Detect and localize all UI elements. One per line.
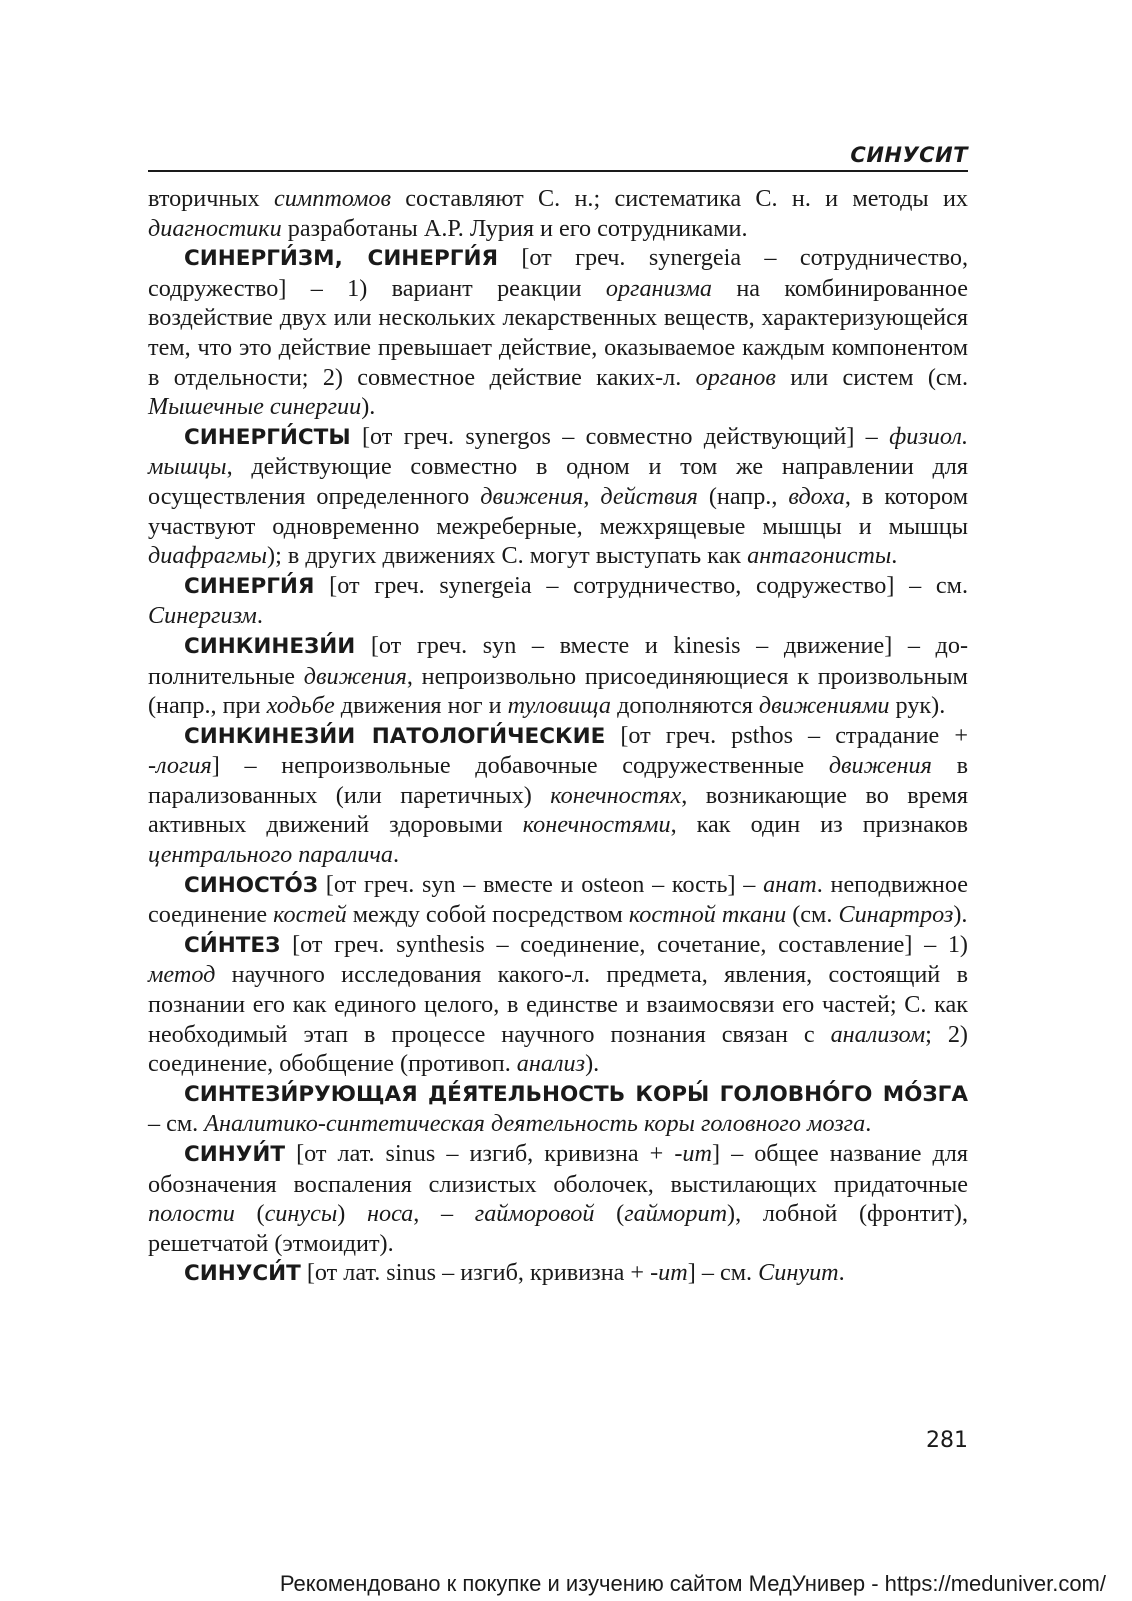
entry-text: . xyxy=(838,1259,845,1287)
entry-text: в парализованных (или паретичных) xyxy=(148,752,968,809)
entry-text: между собой посредством xyxy=(346,901,629,929)
entry-text: или систем (см. xyxy=(775,363,968,391)
footer-watermark: Рекомендовано к покупке и изучению сайтом МедУнивер - https://meduniver.com/ xyxy=(279,1571,1106,1596)
dictionary-entry xyxy=(148,870,968,930)
italic-term: Синартроз xyxy=(838,901,954,929)
entry-text: ( xyxy=(594,1200,625,1228)
italic-term: антагонисты xyxy=(747,542,892,570)
dictionary-entry xyxy=(148,243,968,422)
entry-text: вторичных xyxy=(148,185,274,212)
entry-text: ] – непроизвольные добавочные содружественные xyxy=(211,752,829,780)
entry-headword: СИНКИНЕЗИ́И xyxy=(184,633,356,659)
entry-text: разработаны А.Р. Лурия и его сотрудниками. xyxy=(281,214,748,242)
entry-text: научного исследования какого-л. предмета, явления, состоящий в познании его как единого целого, в единстве и взаимосвязи его частей; С. как необходимый этап в процессе научного познания связан с xyxy=(148,961,968,1048)
italic-term: анат xyxy=(763,870,817,898)
entry-headword: СИНТЕЗИ́РУЮЩАЯ ДЕ́ЯТЕЛЬНОСТЬ КОРЫ́ ГОЛОВНО́ГО МО́ЗГА xyxy=(184,1081,968,1107)
entry-text: , xyxy=(583,482,601,510)
italic-term: симптомов xyxy=(273,185,391,212)
entry-text: ), лобной (фронтит), решетчатой (этмоидит). xyxy=(148,1200,968,1257)
entry-text: . xyxy=(891,542,898,570)
italic-term: анализ xyxy=(516,1050,586,1078)
entry-headword: СИНКИНЕЗИ́И ПАТОЛОГИ́ЧЕСКИЕ xyxy=(184,723,606,749)
entry-text: ) xyxy=(337,1200,367,1228)
italic-term: диафрагмы xyxy=(148,542,268,570)
entry-text: . xyxy=(392,841,400,869)
italic-term: -логия xyxy=(148,752,212,780)
entry-text: рук). xyxy=(889,692,946,720)
entry-text: , непроизвольно присоединяющиеся к произвольным (напр., при xyxy=(148,662,968,720)
entry-text: ; 2) соединение, обобщение (противоп. xyxy=(148,1020,968,1078)
entry-text: [от лат. sinus – изгиб, кривизна + xyxy=(300,1259,651,1287)
entry-text: ); в других движениях С. могут выступать как xyxy=(267,542,748,570)
entry-text: [от греч. synergeia – сотрудничество, содружество] – см. xyxy=(314,571,968,599)
dictionary-entry xyxy=(148,1139,968,1258)
entry-text: ). xyxy=(953,901,968,929)
dictionary-entry xyxy=(148,1079,968,1139)
italic-term: движения xyxy=(303,662,407,690)
entry-headword: СИНЕРГИ́СТЫ xyxy=(184,424,351,450)
italic-term: -ит xyxy=(650,1259,688,1287)
entry-text: (напр., xyxy=(697,482,789,510)
page-number: 281 xyxy=(926,1428,968,1453)
entry-text: [от греч. syn – вместе и kinesis – движение] – дополнительные xyxy=(148,631,968,690)
italic-term: Синергизм xyxy=(148,602,257,630)
entry-headword: СИНЕРГИ́ЗМ, СИНЕРГИ́Я xyxy=(184,246,498,272)
entry-text: на комбинированное воздействие двух или нескольких лекарственных веществ, характеризующейся тем, что это действие превышает действие, оказываемое каждым компонентом в отдельности; 2) совместное действие каких-л. xyxy=(148,274,968,391)
italic-term: Синуит xyxy=(758,1259,839,1287)
italic-term: движения xyxy=(828,752,932,780)
italic-term: туловища xyxy=(507,692,612,720)
italic-term: движениями xyxy=(758,692,890,720)
italic-term: анализом xyxy=(830,1020,926,1048)
italic-term: Мышечные синергии xyxy=(148,393,362,421)
entry-text: дополняются xyxy=(611,692,759,720)
italic-term: центрального паралича xyxy=(148,841,393,869)
italic-term: органов xyxy=(695,363,776,391)
entry-text: [от греч. syn – вместе и osteon – кость] – xyxy=(318,870,764,898)
entry-text: . xyxy=(256,602,263,630)
entry-continuation xyxy=(148,184,968,243)
entry-text: , возникающие во время активных движений здоровыми xyxy=(148,781,968,839)
entry-text: [от греч. synthesis – соединение, сочетание, составление] – 1) xyxy=(280,930,968,958)
entry-text: . неподвижное соединение xyxy=(148,870,968,929)
italic-term: вдоха xyxy=(788,482,845,510)
italic-term: гайморит xyxy=(624,1200,728,1228)
entry-text: , в котором участвуют одновременно межреберные, межхрящевые мышцы и мышцы xyxy=(148,482,968,540)
entry-text: движения ног и xyxy=(334,692,508,720)
dictionary-entry xyxy=(148,631,968,721)
entry-text: ). xyxy=(585,1050,600,1078)
entry-text: , действующие совместно в одном и том же направлении для осуществления определенного xyxy=(148,453,968,510)
dictionary-entry xyxy=(148,422,968,571)
dictionary-entry xyxy=(148,721,968,870)
italic-term: конечностях xyxy=(550,781,682,809)
italic-term: действия xyxy=(600,482,698,510)
italic-term: синусы xyxy=(264,1200,338,1228)
entry-text: , – xyxy=(413,1200,475,1228)
italic-term: гайморовой xyxy=(474,1200,595,1228)
italic-term: ходьбе xyxy=(266,692,335,720)
italic-term: физиол. мышцы xyxy=(148,422,968,481)
italic-term: костей xyxy=(273,901,347,929)
italic-term: носа xyxy=(366,1200,414,1228)
entry-text: [от лат. sinus – изгиб, кривизна + xyxy=(285,1140,675,1167)
italic-term: движения xyxy=(480,482,584,510)
italic-term: костной ткани xyxy=(628,901,787,929)
dictionary-entry xyxy=(148,571,968,631)
entry-text: ] – общее название для обозначения воспаления слизистых оболочек, выстилающих придаточные xyxy=(148,1140,968,1198)
entry-text: составляют С. н.; систематика С. н. и методы их xyxy=(391,185,968,212)
running-head: СИНУСИТ xyxy=(148,140,968,172)
italic-term: полости xyxy=(148,1200,235,1228)
entry-text: , как один из признаков xyxy=(670,811,968,839)
entry-text: . xyxy=(865,1110,872,1138)
dictionary-entry xyxy=(148,1258,968,1289)
entry-text: ( xyxy=(234,1200,265,1228)
entry-headword: СИНУИ́Т xyxy=(184,1142,286,1167)
italic-term: организма xyxy=(605,274,713,302)
entry-text: ). xyxy=(361,393,376,421)
dictionary-entry xyxy=(148,930,968,1079)
entry-headword: СИ́НТЕЗ xyxy=(184,932,281,958)
entry-text: (см. xyxy=(786,901,839,929)
entry-headword: СИНЕРГИ́Я xyxy=(184,573,315,599)
italic-term: -ит xyxy=(674,1140,712,1167)
italic-term: Аналитико-синтетическая деятельность коры головного мозга xyxy=(204,1110,866,1138)
entry-text: [от греч. psthos – страдание + xyxy=(605,721,968,749)
italic-term: диагностики xyxy=(148,214,282,242)
entry-headword: СИНУСИ́Т xyxy=(184,1261,301,1287)
entry-text: – см. xyxy=(148,1110,205,1138)
entry-headword: СИНОСТО́З xyxy=(184,872,319,898)
entry-text: [от греч. synergeia – сотрудничество, содружество] – 1) вариант реакции xyxy=(148,244,968,302)
entry-text: [от греч. synergos – совместно действующий] – xyxy=(350,422,890,450)
dictionary-text xyxy=(148,184,968,1289)
italic-term: метод xyxy=(148,961,216,989)
entry-text: ] – см. xyxy=(687,1259,759,1287)
italic-term: конечностями xyxy=(522,811,671,839)
